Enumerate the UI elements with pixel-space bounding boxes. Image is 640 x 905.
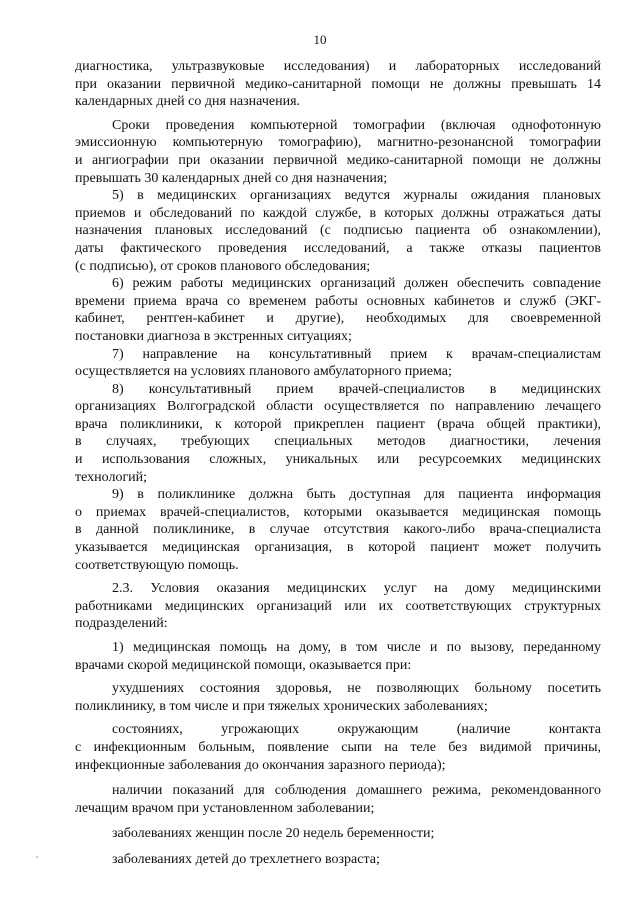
text-line: даты фактического проведения исследований, а также отказы пациентов: [75, 240, 601, 256]
text-line: технологий;: [75, 469, 148, 485]
list-item-line: заболеваниях детей до трехлетнего возраста;: [112, 851, 380, 867]
text-line: с инфекционным больным, появление сыпи на теле без видимой причины,: [75, 739, 601, 755]
text-line: диагностика, ультразвуковые исследования) и лабораторных исследований: [75, 59, 601, 74]
text-line: в случаях, требующих специальных методов диагностики, лечения: [75, 434, 601, 450]
text-line: (с подписью), от сроков планового обследования;: [75, 258, 371, 274]
text-line: подразделений:: [75, 616, 168, 632]
text-line: врачами скорой медицинской помощи, оказывается при:: [75, 657, 412, 673]
text-line: эмиссионную компьютерную томографию), магнитно-резонансной томографии: [75, 135, 601, 151]
text-line: календарных дней со дня назначения.: [75, 94, 301, 110]
text-line: и использования сложных, уникальных или ресурсоемких медицинских: [75, 452, 601, 468]
text-line: поликлинику, в том числе и при тяжелых хронических заболеваниях;: [75, 698, 488, 714]
list-item-line: состояниях, угрожающих окружающим (наличие контакта: [112, 722, 601, 738]
text-line: превышать 30 календарных дней со дня назначения;: [75, 170, 388, 186]
text-line: времени приема врача со временем работы основных кабинетов и служб (ЭКГ-: [75, 293, 601, 309]
text-line: организациях Волгоградской области осуществляется по направлению лечащего: [75, 399, 601, 415]
text-line: назначения плановых исследований (с подписью пациента об ознакомлении),: [75, 223, 601, 239]
text-line: и ангиографии при оказании первичной медико-санитарной помощи не должны: [75, 152, 601, 168]
text-line: постановки диагноза в экстренных ситуациях;: [75, 328, 352, 344]
text-line: приемов и обследований по каждой службе, в которых должны отражаться даты: [75, 205, 601, 221]
text-line: указывается медицинская организация, в которой пациент может получить: [75, 540, 601, 556]
text-line: соответствующую помощь.: [75, 557, 239, 573]
list-item-line: наличии показаний для соблюдения домашнего режима, рекомендованного: [112, 783, 601, 799]
text-line: врача поликлиники, к которой прикреплен пациент (врача общей практики),: [75, 416, 601, 432]
text-line: осуществляется на условиях планового амбулаторного приема;: [75, 364, 452, 380]
page-number: 10: [313, 32, 327, 47]
text-line: при оказании первичной медико-санитарной помощи не должны превышать 14: [75, 76, 601, 92]
text-line: лечащим врачом при установленном заболевании;: [75, 800, 375, 816]
text-line: инфекционные заболевания до окончания заразного периода);: [75, 757, 446, 773]
paragraph-first-line: 6) режим работы медицинских организаций должен обеспечить совпадение: [112, 276, 601, 292]
paragraph-first-line: 1) медицинская помощь на дому, в том числе и по вызову, переданному: [112, 640, 601, 655]
paragraph-first-line: Сроки проведения компьютерной томографии (включая однофотонную: [112, 117, 601, 133]
paragraph-first-line: 9) в поликлинике должна быть доступная для пациента информация: [112, 487, 601, 503]
text-line: работниками медицинских организаций или их соответствующих структурных: [75, 598, 601, 614]
list-item-line: заболеваниях женщин после 20 недель беременности;: [112, 826, 435, 842]
list-item-line: ухудшениях состояния здоровья, не позволяющих больному посетить: [112, 681, 601, 697]
scan-speck: [36, 856, 38, 858]
text-line: в данной поликлинике, в случае отсутствия какого-либо врача-специалиста: [75, 522, 601, 538]
document-body: [75, 58, 601, 869]
text-line: кабинет, рентген-кабинет и другие), необходимых для своевременной: [75, 311, 601, 327]
paragraph-first-line: 7) направление на консультативный прием к врачам-специалистам: [112, 346, 601, 362]
text-line: о приемах врачей-специалистов, которыми оказывается медицинская помощь: [75, 504, 601, 520]
section-heading-line: 2.3. Условия оказания медицинских услуг на дому медицинскими: [112, 581, 601, 597]
paragraph-first-line: 8) консультативный прием врачей-специалистов в медицинских: [112, 381, 601, 397]
paragraph-first-line: 5) в медицинских организациях ведутся журналы ожидания плановых: [112, 188, 601, 204]
